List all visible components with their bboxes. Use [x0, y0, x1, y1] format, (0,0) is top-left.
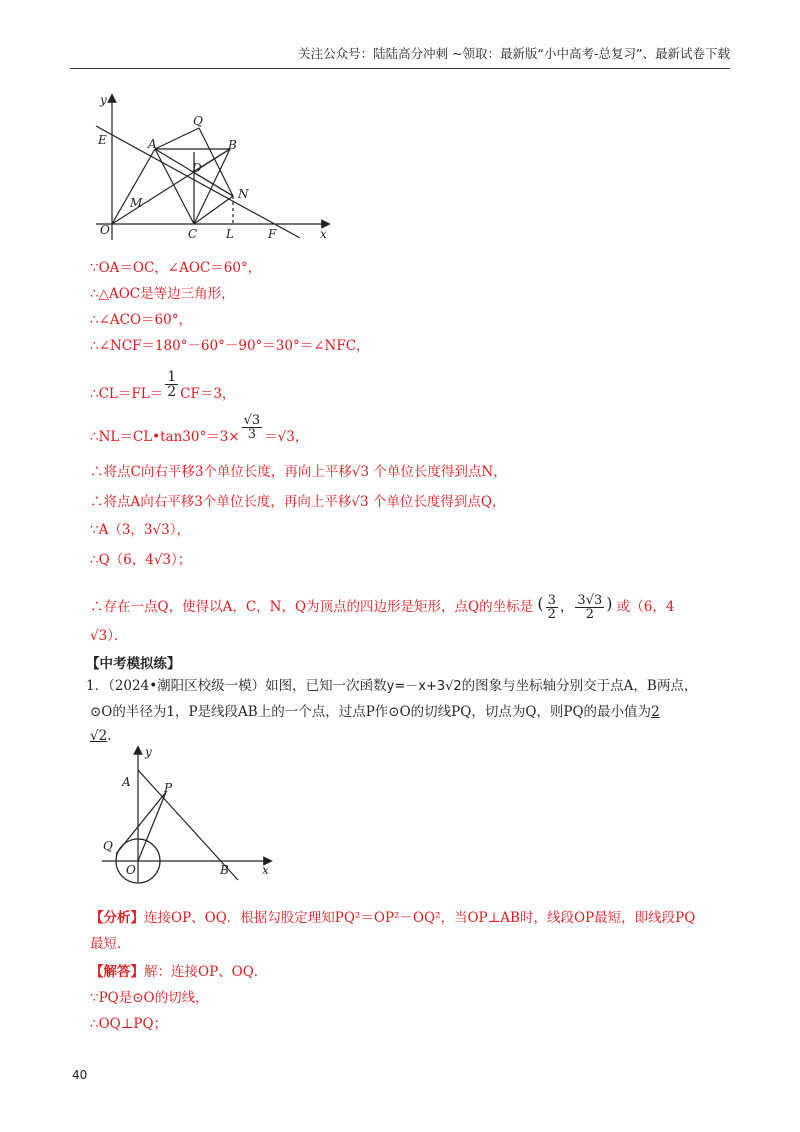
answer-line-1: 【解答】解：连接OP、OQ． [90, 964, 268, 980]
answer-line-2: ∵PQ是⊙O的切线， [90, 990, 209, 1006]
q1-line-1: 1．（2024•潮阳区校级一模）如图，已知一次函数y=－x+3√2的图象与坐标轴分别交于点A，B两点， [86, 678, 698, 694]
fig1-label-B: B [228, 138, 237, 152]
fig1-label-y: y [100, 93, 107, 107]
fig2-label-x: x [262, 863, 269, 877]
fig1-label-C: C [188, 227, 198, 241]
sol-line-4: ∴∠NCF＝180°－60°－90°＝30°＝∠NFC， [90, 338, 370, 354]
sol-line-2: ∴△AOC是等边三角形， [90, 286, 235, 302]
page-number: 40 [72, 1068, 88, 1082]
figure-rectangle-construction [88, 92, 338, 247]
fig1-label-E: E [98, 133, 107, 147]
fig2-label-B: B [220, 863, 229, 877]
analysis-line-1: 【分析】连接OP、OQ．根据勾股定理知PQ²＝OP²－OQ²，当OP⊥AB时，线段OP最短，即线段PQ [90, 910, 696, 926]
sol-line-3: ∴∠ACO＝60°， [90, 312, 192, 328]
sol-line-8: ∴将点A向右平移3个单位长度，再向上平移√3 个单位长度得到点Q， [90, 494, 506, 510]
fig1-label-D: D [192, 161, 202, 175]
sol-line-12: √3）． [90, 628, 128, 644]
fig2-label-y: y [145, 746, 152, 759]
section-heading: 【中考模拟练】 [86, 656, 181, 672]
answer-line-3: ∴OQ⊥PQ； [90, 1016, 168, 1032]
fig2-label-Q: Q [103, 839, 113, 853]
fig2-label-P: P [164, 781, 173, 795]
fig1-label-N: N [238, 187, 249, 201]
figure-tangent-line [98, 746, 278, 886]
sol-line-6: ∴NL＝CL•tan30°＝3× $\frac{√3}{3}$ ＝√3， [90, 413, 309, 445]
sol-line-1: ∵OA＝OC，∠AOC＝60°， [90, 260, 262, 276]
sol-line-7: ∴将点C向右平移3个单位长度，再向上平移√3 个单位长度得到点N， [90, 464, 507, 480]
page-header: 关注公众号：陆陆高分冲刺 ~领取：最新版“小中高考-总复习”、最新试卷下载 [70, 44, 730, 69]
fig1-label-M: M [130, 196, 143, 210]
sol-line-11: ∴存在一点Q，使得以A，C，N，Q为顶点的四边形是矩形，点Q的坐标是 ( $\frac{3}{2}$ ， $\frac{3√3}{2}$ ) 或（6，4 [90, 593, 675, 622]
sol-line-5: ∴CL＝FL＝ $\frac{1}{2}$ CF＝3， [90, 369, 236, 402]
fig2-label-A: A [122, 775, 131, 789]
q1-line-3: √2． [90, 728, 121, 744]
fig1-label-x: x [320, 227, 327, 241]
q1-line-2: ⊙O的半径为1，P是线段AB上的一个点，过点P作⊙O的切线PQ，切点为Q，则PQ的最小值为2 [90, 704, 660, 720]
fig1-label-Q: Q [193, 114, 203, 128]
fig1-label-O: O [100, 223, 110, 237]
fig1-label-L: L [226, 227, 234, 241]
fig1-label-F: F [268, 227, 277, 241]
sol-line-10: ∴Q（6，4√3）； [90, 552, 192, 568]
sol-line-9: ∵A（3，3√3）， [90, 522, 190, 538]
fig2-label-O: O [126, 863, 136, 877]
fig1-label-A: A [148, 137, 157, 151]
analysis-line-2: 最短． [90, 936, 131, 952]
